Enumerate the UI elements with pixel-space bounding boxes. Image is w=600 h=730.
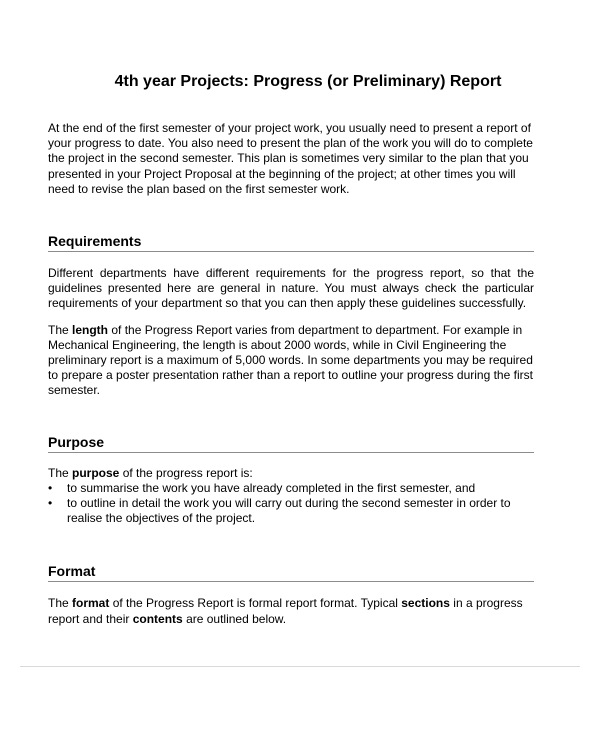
length-paragraph [48, 323, 534, 399]
purpose-lead [48, 466, 534, 481]
list-item-text: to summarise the work you have already completed in the first semester, and [67, 480, 476, 495]
requirements-paragraph: Different departments have different requirements for the progress report, so that the guidelines presented here are general in nature. You must always check the particular requirements of your department so that you can then apply these guidelines successfully. [48, 266, 534, 311]
format-text-2: of the Progress Report is formal report format. Typical [109, 596, 402, 611]
intro-paragraph: At the end of the first semester of your project work, you usually need to present a report of your progress to date. You also need to present the plan of the work you will do to complete the project in the second semester. This plan is sometimes very similar to the plan that you presented in your Project Proposal at the beginning of the project; at other times you will need to revise the plan based on the first semester work. [48, 121, 533, 196]
length-text-lead: The [48, 322, 73, 337]
format-text-1: The [48, 596, 73, 611]
purpose-text-lead: The [48, 465, 73, 480]
purpose-bullet-list [48, 481, 534, 527]
purpose-bold: purpose [72, 465, 120, 480]
purpose-heading: Purpose [48, 433, 534, 453]
bullet-icon: • [48, 496, 53, 511]
length-text-body: of the Progress Report varies from department to department. For example in Mechanical Engineering, the length is about 2000 words, while in Civil Engineering the preliminary report is a maximum of 5,000 words. In some departments you may be required to prepare a poster presentation rather than a report to outline your progress during the first semester. [48, 322, 533, 398]
format-heading: Format [48, 562, 534, 582]
list-item [48, 496, 534, 526]
document-title: 4th year Projects: Progress (or Preliminary) Report [114, 73, 502, 90]
document-content [48, 72, 534, 627]
bullet-icon: • [48, 480, 53, 495]
format-text-4: are outlined below. [182, 611, 287, 626]
format-paragraph [48, 596, 534, 626]
length-bold: length [72, 322, 109, 337]
format-text-3: in a progress report and their [48, 596, 523, 626]
requirements-heading: Requirements [48, 232, 534, 252]
purpose-text-tail: of the progress report is: [119, 465, 253, 480]
page-divider [20, 666, 580, 667]
list-item-text: to outline in detail the work you will carry out during the second semester in order to realise the objectives of the project. [67, 496, 511, 526]
list-item [48, 481, 534, 496]
sections-bold: sections [401, 596, 450, 611]
contents-bold: contents [132, 611, 183, 626]
format-bold: format [72, 596, 110, 611]
